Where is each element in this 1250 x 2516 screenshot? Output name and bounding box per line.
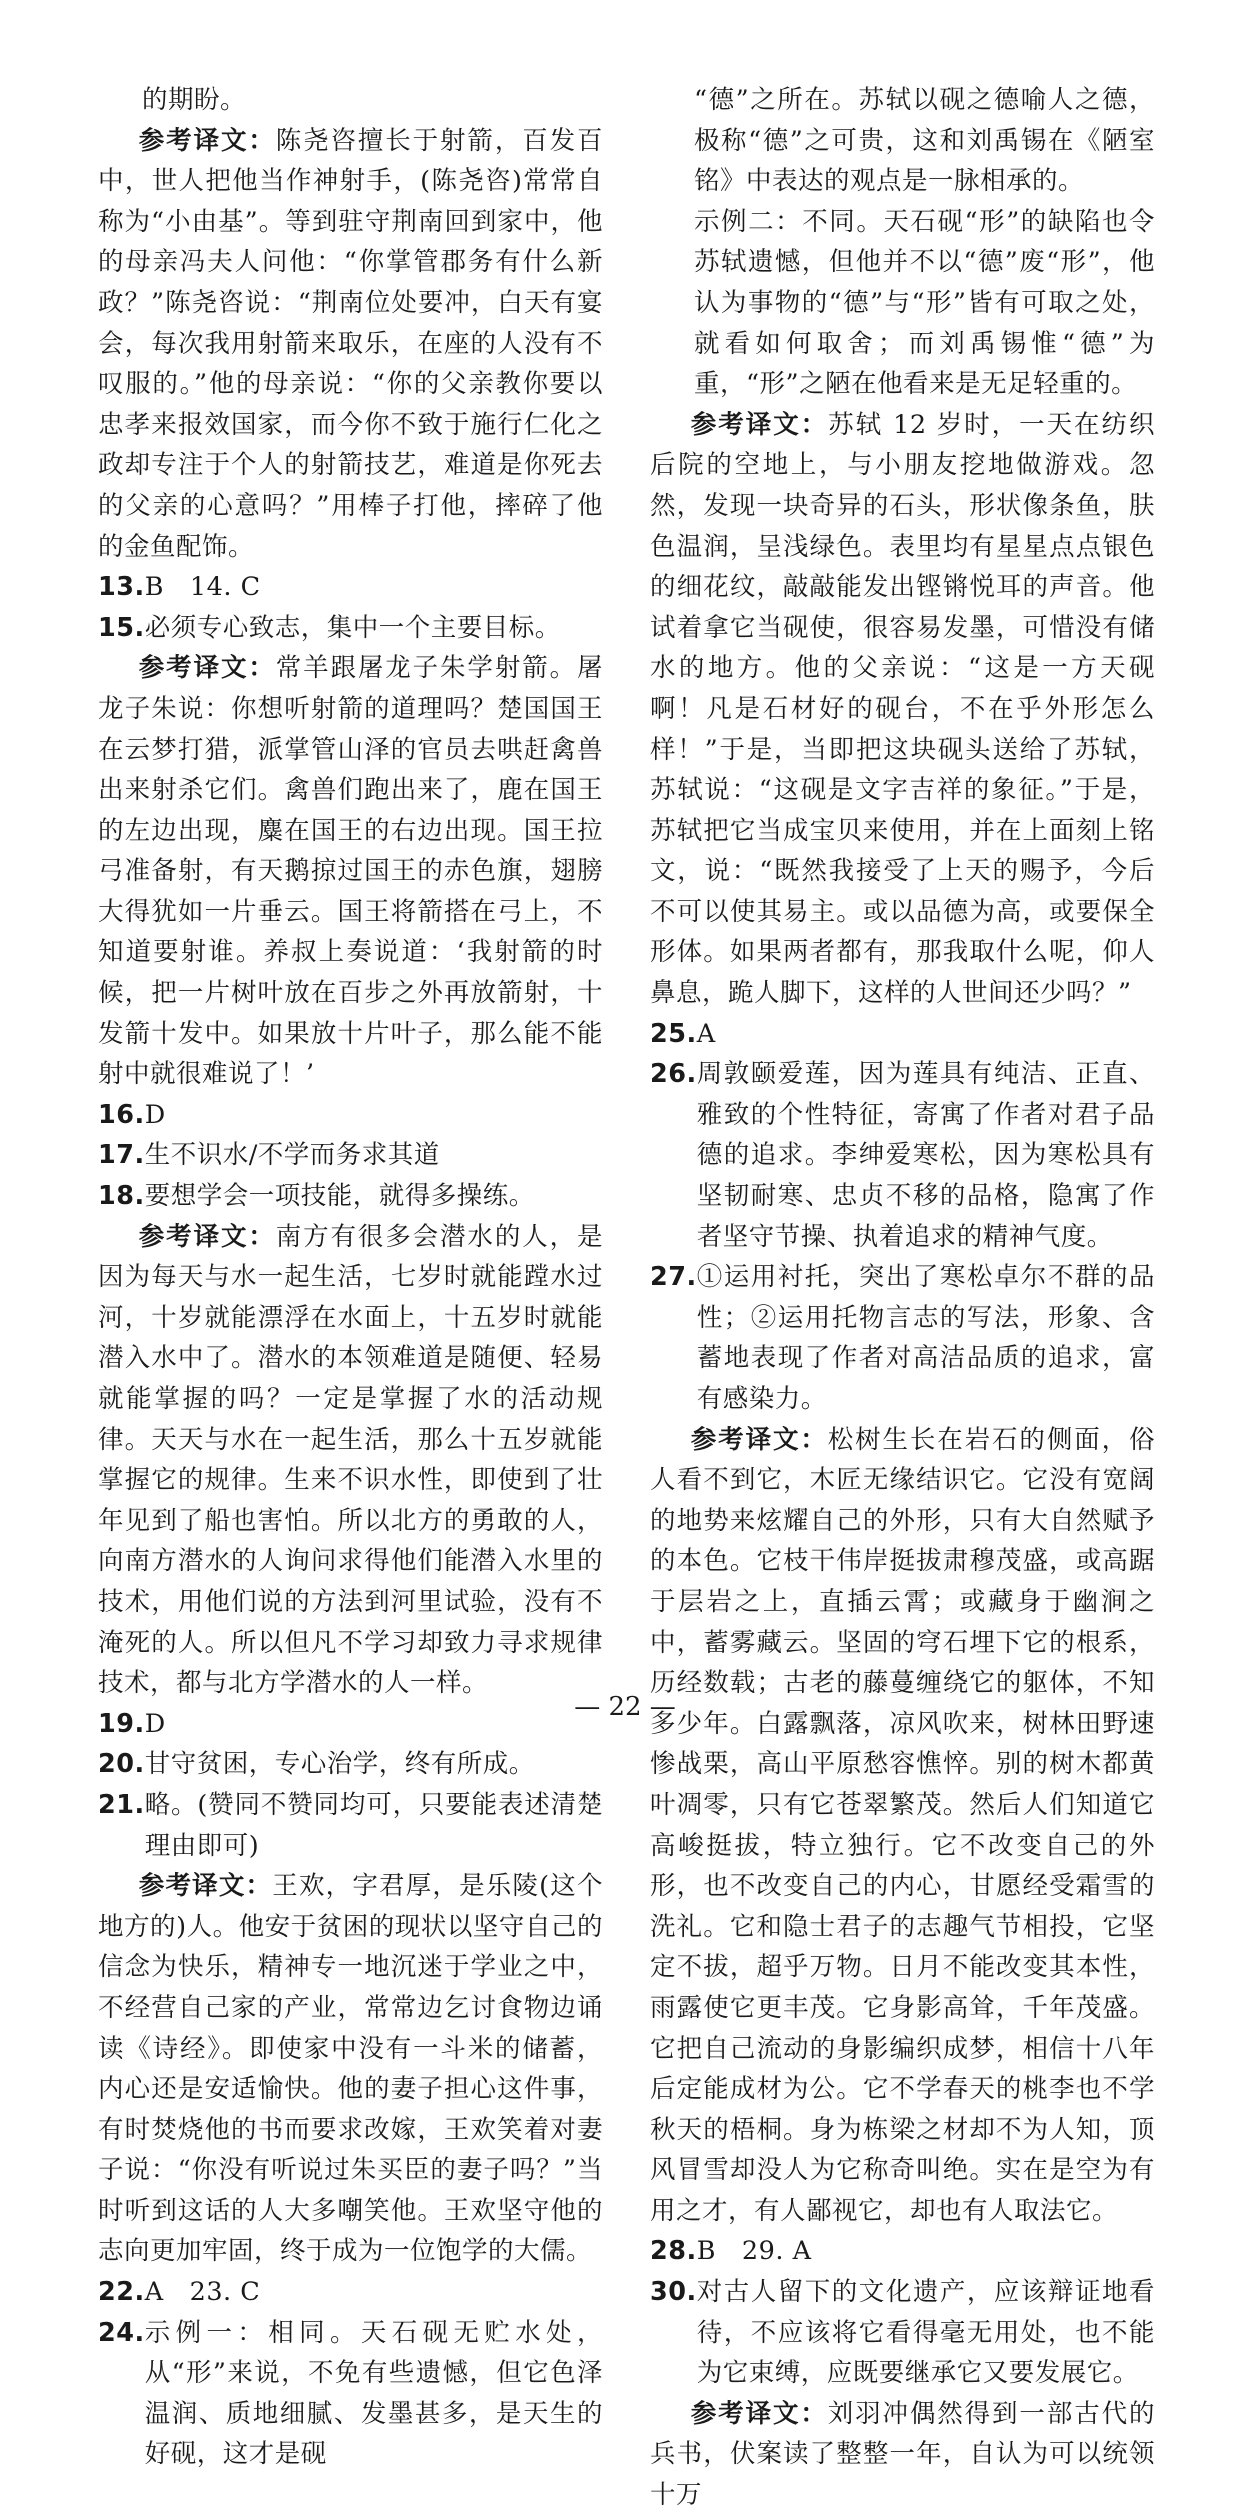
reference-translation [98, 648, 603, 1095]
answer-number: 16. [98, 1099, 145, 1130]
reference-translation [650, 405, 1155, 1014]
answer-text: 略。(赞同不赞同均可，只要能表述清楚理由即可) [144, 1789, 603, 1861]
translation-label: 参考译文： [690, 2398, 828, 2429]
translation-label: 参考译文： [138, 125, 276, 156]
page-number: — 22 — [574, 1692, 676, 1722]
answer-text: A [696, 1018, 716, 1049]
reference-translation [98, 1217, 603, 1704]
answer-text: ①运用衬托，突出了寒松卓尔不群的品性；②运用托物言志的写法，形象、含蓄地表现了作者对高洁品质的追求，富有感染力。 [696, 1262, 1155, 1414]
answer-number: 21. [98, 1789, 145, 1820]
answer-number: 18. [98, 1181, 145, 1212]
answer-text: A 23. C [144, 2277, 261, 2308]
answer-item [98, 2272, 603, 2313]
answer-item [98, 1095, 603, 1136]
translation-text: 刘羽冲偶然得到一部古代的兵书，伏案读了整整一年，自认为可以统领十万 [650, 2398, 1155, 2511]
answer-number: 20. [98, 1749, 145, 1780]
answer-number: 17. [98, 1140, 145, 1171]
answer-item [650, 2272, 1155, 2394]
answer-text: 必须专心致志，集中一个主要目标。 [144, 612, 561, 643]
translation-text: 松树生长在岩石的侧面，俗人看不到它，木匠无缘结识它。它没有宽阔的地势来炫耀自己的外形，只有大自然赋予的本色。它枝干伟岸挺拔肃穆茂盛，或高踞于层岩之上，直插云霄；或藏身于幽涧之中，蓄雾藏云。坚固的穹石埋下它的根系，历经数载；古老的藤蔓缠绕它的躯体，不知多少年。白露飘落，凉风吹来，树林田野速惨战栗，高山平原愁容憔悴。别的树木都黄叶凋零，只有它苍翠繁茂。然后人们知道它高峻挺拔，特立独行。它不改变自己的外形，也不改变自己的内心，甘愿经受霜雪的洗礼。它和隐士君子的志趣气节相投，它坚定不拔，超乎万物。日月不能改变其本性，雨露使它更丰茂。它身影高耸，千年茂盛。它把自己流动的身影编织成梦，相信十八年后定能成材为公。它不学春天的桃李也不学秋天的梧桐。身为栋梁之材却不为人知，顶风冒雪却没人为它称奇叫绝。实在是空为有用之才，有人鄙视它，却也有人取法它。 [650, 1424, 1155, 2226]
continued-text: 的期盼。 [142, 85, 247, 115]
answer-text: D [144, 1708, 166, 1739]
answer-number: 22. [98, 2277, 145, 2308]
continued-text: “德”之所在。苏轼以砚之德喻人之德，极称“德”之可贵，这和刘禹锡在《陋室铭》中表达的观点是一脉相承的。 [694, 85, 1155, 197]
answer-item [98, 1135, 603, 1176]
translation-text: 苏轼 12 岁时，一天在纺织后院的空地上，与小朋友挖地做游戏。忽然，发现一块奇异的石头，形状像条鱼，肤色温润，呈浅绿色。表里均有星星点点银色的细花纹，敲敲能发出铿锵悦耳的声音。他试着拿它当砚使，很容易发墨，可惜没有储水的地方。他的父亲说：“这是一方天砚啊！凡是石材好的砚台，不在乎外形怎么样！”于是，当即把这块砚头送给了苏轼，苏轼说：“这砚是文字吉祥的象征。”于是，苏轼把它当成宝贝来使用，并在上面刻上铭文，说：“既然我接受了上天的赐予，今后不可以使其易主。或以品德为高，或要保全形体。如果两者都有，那我取什么呢，仰人鼻息，跪人脚下，这样的人世间还少吗？” [650, 409, 1155, 1009]
reference-translation [650, 1420, 1155, 2232]
answer-text: B 29. A [696, 2236, 812, 2267]
translation-label: 参考译文： [690, 1424, 828, 1455]
answer-text: 对古人留下的文化遗产，应该辩证地看待，不应该将它看得毫无用处，也不能为它束缚，应既要继承它又要发展它。 [696, 2277, 1155, 2389]
right-column [650, 80, 1155, 2516]
answer-number: 27. [650, 1262, 697, 1293]
answer-item [98, 1176, 603, 1217]
answer-item [98, 608, 603, 649]
translation-text: 南方有很多会潜水的人，是因为每天与水一起生活，七岁时就能蹚水过河，十岁就能漂浮在水面上，十五岁时就能潜入水中了。潜水的本领难道是随便、轻易就能掌握的吗？一定是掌握了水的活动规律。天天与水在一起生活，那么十五岁就能掌握它的规律。生来不识水性，即使到了壮年见到了船也害怕。所以北方的勇敢的人，向南方潜水的人询问求得他们能潜入水里的技术，用他们说的方法到河里试验，没有不淹死的人。所以但凡不学习却致力寻求规律技术，都与北方学潜水的人一样。 [98, 1221, 603, 1699]
answer-item [98, 567, 603, 608]
translation-label: 参考译文： [690, 409, 829, 440]
translation-text: 王欢，字君厚，是乐陵(这个地方的)人。他安于贫困的现状以坚守自己的信念为快乐，精神专一地沉迷于学业之中，不经营自己家的产业，常常边乞讨食物边诵读《诗经》。即使家中没有一斗米的储蓄，内心还是安适愉快。他的妻子担心这件事，有时焚烧他的书而要求改嫁，王欢笑着对妻子说：“你没有听说过朱买臣的妻子吗？”当时听到这话的人大多嘲笑他。王欢坚守他的志向更加牢固，终于成为一位饱学的大儒。 [98, 1871, 603, 2267]
answer-number: 30. [650, 2277, 697, 2308]
reference-translation [98, 121, 603, 568]
reference-translation [650, 2394, 1155, 2516]
translation-text: 常羊跟屠龙子朱学射箭。屠龙子朱说：你想听射箭的道理吗？楚国国王在云梦打猎，派掌管山泽的官员去哄赶禽兽出来射杀它们。禽兽们跑出来了，鹿在国王的左边出现，麋在国王的右边出现。国王拉弓准备射，有天鹅掠过国王的赤色旗，翅膀大得犹如一片垂云。国王将箭搭在弓上，不知道要射谁。养叔上奏说道：‘我射箭的时候，把一片树叶放在百步之外再放箭射，十发箭十发中。如果放十片叶子，那么能不能射中就很难说了！’ [98, 653, 603, 1090]
answer-item [98, 1744, 603, 1785]
answer-text: D [144, 1099, 166, 1130]
answer-text: 生不识水/不学而务求其道 [144, 1140, 440, 1171]
reference-translation [98, 1866, 603, 2272]
answer-number: 25. [650, 1018, 697, 1049]
answer-text: 甘守贫困，专心治学，终有所成。 [144, 1749, 535, 1780]
continued-text: 示例二：不同。天石砚“形”的缺陷也令苏轼遗憾，但他并不以“德”废“形”，他认为事物的“德”与“形”皆有可取之处，就看如何取舍；而刘禹锡惟“德”为重，“形”之陋在他看来是无足轻重的。 [694, 206, 1155, 400]
answer-text: 要想学会一项技能，就得多操练。 [144, 1181, 535, 1212]
answer-item [98, 2313, 603, 2475]
answer-number: 13. [98, 572, 145, 603]
answer-item [650, 1257, 1155, 1419]
answer-text: B 14. C [144, 572, 261, 603]
answer-item [650, 1054, 1155, 1257]
answer-item [650, 1014, 1155, 1055]
answer-text: 周敦颐爱莲，因为莲具有纯洁、正直、雅致的个性特征，寄寓了作者对君子品德的追求。李绅爱寒松，因为寒松具有坚韧耐寒、忠贞不移的品格，隐寓了作者坚守节操、执着追求的精神气度。 [696, 1059, 1155, 1252]
answer-item [650, 2231, 1155, 2272]
translation-text: 陈尧咨擅长于射箭，百发百中，世人把他当作神射手，(陈尧咨)常常自称为“小由基”。等到驻守荆南回到家中，他的母亲冯夫人问他：“你掌管郡务有什么新政？”陈尧咨说：“荆南位处要冲，白天有宴会，每次我用射箭来取乐，在座的人没有不叹服的。”他的母亲说：“你的父亲教你要以忠孝来报效国家，而今你不致于施行仁化之政却专注于个人的射箭技艺，难道是你死去的父亲的心意吗？”用棒子打他，摔碎了他的金鱼配饰。 [98, 125, 603, 562]
translation-label: 参考译文： [138, 1871, 273, 1902]
left-column [98, 80, 603, 2475]
answer-number: 19. [98, 1708, 145, 1739]
answer-number: 24. [98, 2317, 145, 2348]
answer-number: 15. [98, 612, 145, 643]
translation-label: 参考译文： [138, 653, 276, 684]
answer-item [98, 1785, 603, 1866]
answer-number: 28. [650, 2236, 697, 2267]
translation-label: 参考译文： [138, 1221, 276, 1252]
answer-number: 26. [650, 1059, 697, 1090]
answer-text: 示例一：相同。天石砚无贮水处，从“形”来说，不免有些遗憾，但它色泽温润、质地细腻、发墨甚多，是天生的好砚，这才是砚 [144, 2317, 603, 2470]
